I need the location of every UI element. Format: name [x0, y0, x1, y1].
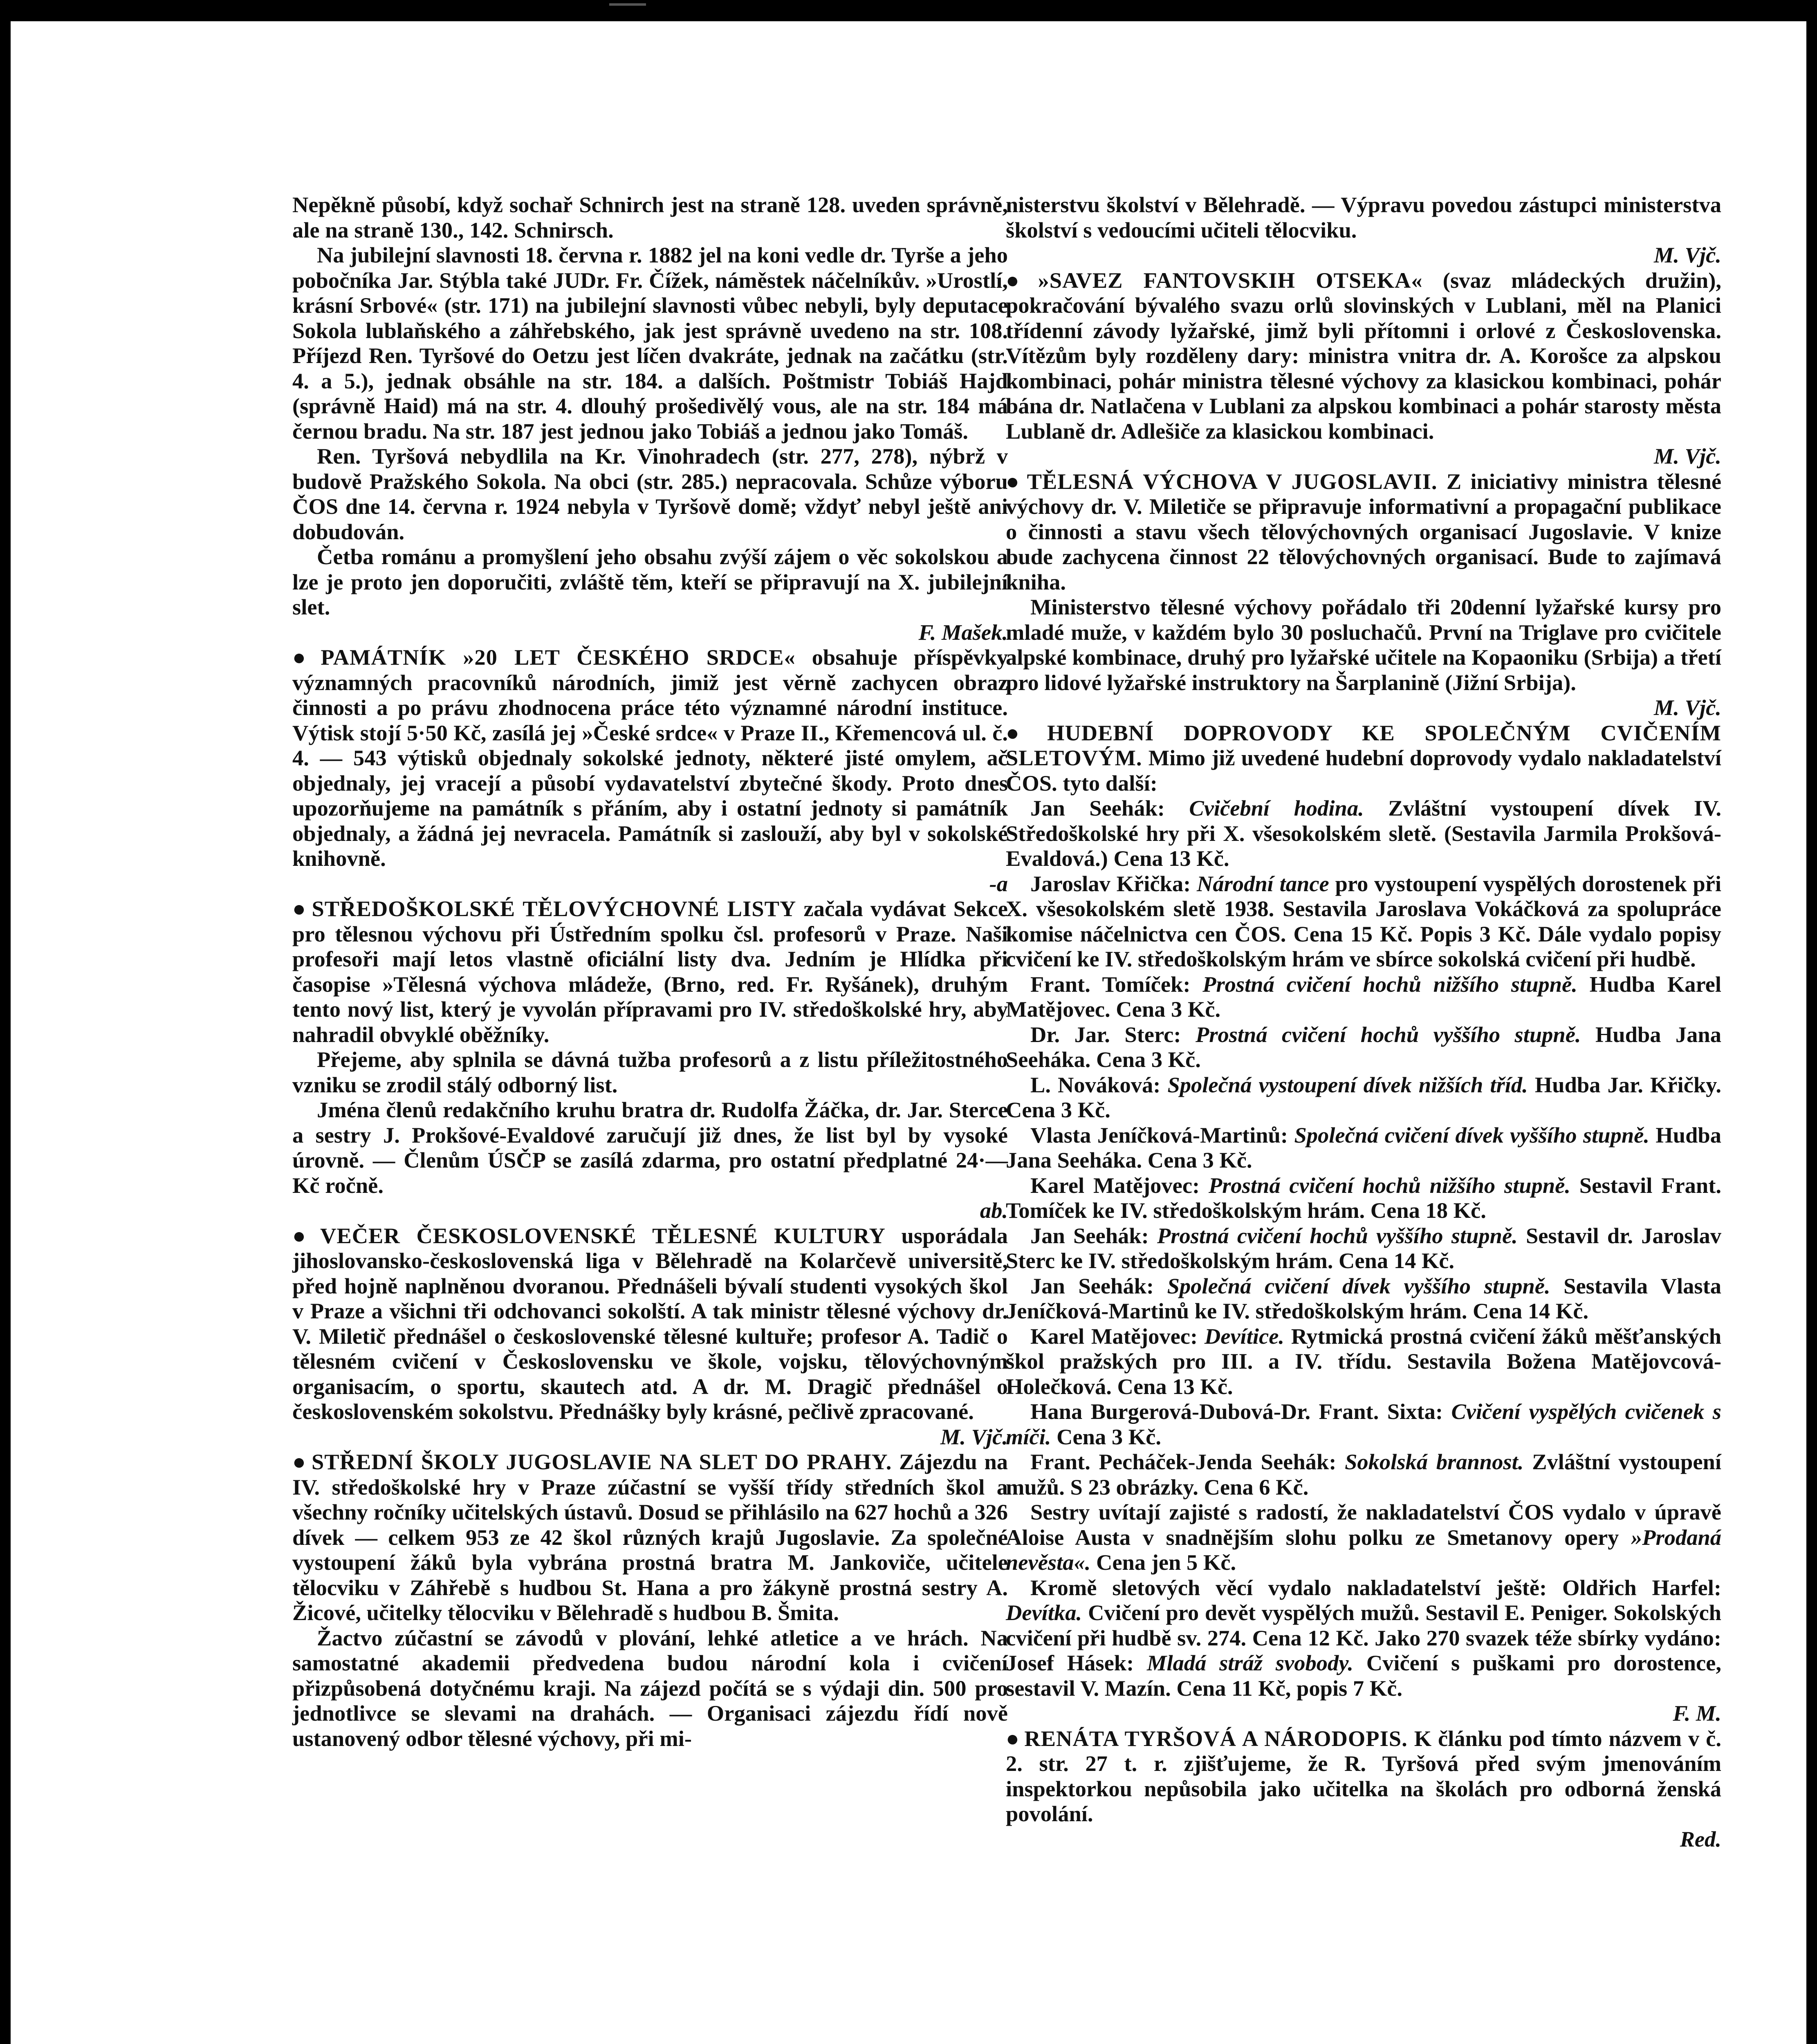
bullet-icon: ●	[292, 645, 317, 670]
list-item: Frant. Tomíček: Prostná cvičení hochů nižšího stupně. Hudba Karel Matějovec. Cena 3 Kč.	[1006, 971, 1721, 1022]
article-text: obsahuje příspěvky významných pracovníků národních, jimiž jest věrně zachycen obraz činnosti a po právu zhodnocena práce této významné národní instituce. Výtisk stojí 5·50 Kč, zasílá jej »České srdce« v Praze II., Křemencová ul. č. 4. — 543 výtisků objednaly sokolské jednoty, některé jisté omylem, ač objednaly, jej vracejí a působí vydavatelství zbytečné škody. Proto dnes upozorňujeme na památník s přáním, aby i ostatní jednoty si památník objednaly, a žádná jej nevracela. Památník si zaslouží, aby byl v sokolské knihovně.	[292, 645, 1008, 871]
bullet-icon: ●	[292, 1449, 307, 1474]
list-item: Jan Seehák: Společná cvičení dívek vyššího stupně. Sestavila Vlasta Jeníčková-Martinů ke IV. středoškolským hrám. Cena 14 Kč.	[1006, 1273, 1721, 1323]
paragraph: Kromě sletových věcí vydalo nakladatelství ještě: Oldřich Harfel: Devítka. Cvičení pro devět vyspělých mužů. Sestavil E. Peniger. Sokolských cvičení při hudbě sv. 274. Cena 12 Kč. Jako 270 svazek téže sbírky vydáno: Josef Hásek: Mladá stráž svobody. Cvičení s puškami pro dorostence, sestavil V. Mazín. Cena 11 Kč, popis 7 Kč.	[1006, 1575, 1721, 1701]
article-renata	[1006, 1726, 1721, 1827]
paragraph: nisterstvu školství v Bělehradě. — Výpravu povedou zástupci ministerstva školství s vedoucími učiteli tělocviku.	[1006, 192, 1721, 242]
article-heading: PAMÁTNÍK »20 LET ČESKÉHO SRDCE«	[321, 645, 796, 670]
signature: F. Mašek.	[918, 619, 1008, 645]
article-heading: STŘEDNÍ ŠKOLY JUGOSLAVIE NA SLET DO PRAHY.	[311, 1449, 892, 1474]
article-text: usporádala jihoslovansko-československá liga v Bělehradě na Kolarčevě universitě, před hojně naplněnou dvoranou. Přednášeli bývalí studenti vysokých škol v Praze a všichni tři odchovanci sokolští. A tak ministr tělesné výchovy dr. V. Miletič přednášel o československé tělesné kultuře; profesor A. Tadič o tělesném cvičení v Československu ve škole, vojsku, tělovýchovným organisacím, o sportu, skautech atd. A dr. M. Dragič přednášel o československém sokolstvu. Přednášky byly krásné, pečlivě zpracované.	[292, 1223, 1008, 1424]
list-item: L. Nováková: Společná vystoupení dívek nižších tříd. Hudba Jar. Křičky. Cena 3 Kč.	[1006, 1072, 1722, 1122]
article-jugoslavie	[1006, 469, 1721, 595]
signature: -a	[989, 871, 1008, 896]
title-italic: Národní tance	[1197, 871, 1329, 896]
article-heading: TĚLESNÁ VÝCHOVA V JUGOSLAVII.	[1027, 468, 1438, 494]
article-pamatnik	[292, 645, 1008, 871]
paragraph: Četba románu a promyšlení jeho obsahu zvýší zájem o věc sokolskou a lze je proto jen doporučiti, zvláště těm, kteří se připravují na X. jubilejní slet.	[292, 544, 1008, 619]
bullet-icon: ●	[1006, 720, 1043, 745]
signature: F. M.	[1673, 1701, 1721, 1726]
title-italic: Prostná cvičení hochů nižšího stupně.	[1208, 1172, 1570, 1198]
article-text: K článku pod tímto názvem v č. 2. str. 27 t. r. zjišťujeme, že R. Tyršová před svým jmenováním inspektorkou nepůsobila jako učitelka na školách pro odborná ženská povolání.	[1006, 1726, 1721, 1826]
signature: M. Vjč.	[1653, 444, 1721, 468]
article-heading: STŘEDOŠKOLSKÉ TĚLOVÝCHOVNÉ LISTY	[312, 896, 796, 921]
bullet-icon: ●	[1006, 468, 1023, 494]
signature: M. Vjč.	[1653, 695, 1721, 720]
list-item: Karel Matějovec: Devítice. Rytmická prostná cvičení žáků měšťanských škol pražských pro III. a IV. třídu. Sestavila Božena Matějovcová-Holečková. Cena 13 Kč.	[1006, 1323, 1722, 1399]
list-item: Karel Matějovec: Prostná cvičení hochů nižšího stupně. Sestavil Frant. Tomíček ke IV. středoškolským hrám. Cena 18 Kč.	[1006, 1172, 1721, 1223]
article-listy	[292, 896, 1008, 1047]
article-heading: »SAVEZ FANTOVSKIH OTSEKA«	[1038, 267, 1423, 293]
title-italic: Cvičení vyspělých cvičenek s míči.	[1006, 1399, 1721, 1449]
signature: M. Vjč.	[1653, 242, 1721, 267]
bullet-icon: ●	[292, 896, 308, 921]
title-italic: Sokolská brannost.	[1345, 1449, 1524, 1474]
paragraph: Na jubilejní slavnosti 18. června r. 1882 jel na koni vedle dr. Tyrše a jeho pobočníka Jar. Stýbla také JUDr. Fr. Čížek, náměstek náčelníkův. »Urostlí, krásní Srbové« (str. 171) na jubilejní slavnosti vůbec nebyli, byly deputace Sokola lublaňského a záhřebského, jak jest správně uvedeno na str. 108. Příjezd Ren. Tyršové do Oetzu jest líčen dvakráte, jednak na začátku (str. 4. a 5.), jednak obsáhle na str. 184. a dalších. Poštmistr Tobiáš Hajd (správně Haid) má na str. 4. dlouhý prošedivělý vous, ale na str. 184 má černou bradu. Na str. 187 jest jednou jako Tobiáš a jednou jako Tomáš.	[292, 242, 1008, 444]
article-heading: HUDEBNÍ DOPROVODY KE SPOLEČNÝM CVIČENÍM SLETOVÝM.	[1006, 720, 1721, 770]
title-italic: Cvičební hodina.	[1189, 796, 1364, 820]
scan-border-left	[0, 0, 11, 2044]
article-text: Mimo již uvedené hudební doprovody vydalo nakladatelství ČOS. tyto další:	[1006, 745, 1721, 796]
signature: Red.	[1680, 1826, 1721, 1851]
paragraph: Ren. Tyršová nebydlila na Kr. Vinohradech (str. 277, 278), nýbrž v budově Pražského Sokola. Na obci (str. 285.) nepracovala. Schůze výboru ČOS dne 14. června r. 1924 nebyla v Tyršově domě; vždyť nebyl ještě ani dobudován.	[292, 444, 1008, 544]
title-italic: Společná cvičení dívek vyššího stupně.	[1294, 1122, 1649, 1148]
article-text: začala vydávat Sekce pro tělesnou výchovu při Ústředním spolku čsl. profesorů v Praze. Naši profesoři mají letos vlastně oficiální listy dva. Jedním je Hlídka při časopise »Tělesná výchova mládeže, (Brno, red. Fr. Ryšánek), druhým tento nový list, který je vyvolán přípravami pro IV. středoškolské hry, aby nahradil obvyklé oběžníky.	[292, 896, 1008, 1047]
article-text: Zájezdu na IV. středoškolské hry v Praze zúčastní se vyšší třídy středních škol a všechny ročníky učitelských ústavů. Dosud se přihlásilo na 627 hochů a 326 dívek — celkem 953 ze 42 škol různých krajů Jugoslavie. Za společné vystoupení žáků byla vybrána prostná bratra M. Jankoviče, učitele tělocviku v Záhřebě s hudbou St. Hana a pro žákyně prostná sestry A. Žicové, učitelky tělocviku v Bělehradě s hudbou B. Šmita.	[292, 1449, 1008, 1625]
list-item: Vlasta Jeníčková-Martinů: Společná cvičení dívek vyššího stupně. Hudba Jana Seeháka. Cena 3 Kč.	[1006, 1122, 1721, 1172]
bullet-icon: ●	[1006, 267, 1034, 293]
signature: ab.	[980, 1198, 1008, 1223]
paragraph: Žactvo zúčastní se závodů v plování, lehké atletice a ve hrách. Na samostatné akademii předvedena budou národní kola i cvičení přizpůsobená dotyčnému kraji. Na zájezd počítá se s výdaji din. 500 pro jednotlivce se slevami na drahách. — Organisaci zájezdu řídí nově ustanovený odbor tělesné výchovy, při mi-	[292, 1625, 1008, 1751]
bullet-icon: ●	[1006, 1726, 1021, 1751]
article-vecer	[292, 1223, 1008, 1424]
paragraph: Sestry uvítají zajisté s radostí, že nakladatelství ČOS vydalo v úpravě Aloise Austa v snadnějším slohu polku ze Smetanovy opery »Prodaná nevěsta«. Cena jen 5 Kč.	[1006, 1499, 1721, 1575]
title-italic: Devítice.	[1204, 1323, 1285, 1349]
paragraph: Přejeme, aby splnila se dávná tužba profesorů a z listu příležitostného vzniku se zrodil stálý odborný list.	[292, 1047, 1008, 1097]
article-skoly	[292, 1449, 1008, 1625]
title-italic: »Prodaná nevěsta«.	[1006, 1524, 1721, 1575]
article-savez	[1006, 268, 1721, 444]
title-italic: Prostná cvičení hochů vyššího stupně.	[1157, 1223, 1518, 1248]
article-heading: VEČER ČESKOSLOVENSKÉ TĚLESNÉ KULTURY	[320, 1223, 886, 1248]
title-italic: Společná cvičení dívek vyššího stupně.	[1167, 1273, 1550, 1298]
right-column	[1006, 192, 1721, 1851]
paragraph: Nepěkně působí, když sochař Schnirch jest na straně 128. uveden správně, ale na straně 130., 142. Schnirsch.	[292, 192, 1008, 242]
list-item: Hana Burgerová-Dubová-Dr. Frant. Sixta: Cvičení vyspělých cvičenek s míči. Cena 3 Kč.	[1006, 1399, 1721, 1449]
list-item: Jaroslav Křička: Národní tance pro vystoupení vyspělých dorostenek při X. všesokolském sletě 1938. Sestavila Jaroslava Vokáčková za spolupráce komise náčelnictva cen ČOS. Cena 15 Kč. Popis 3 Kč. Dále vydalo popisy cvičení ke IV. středoškolským hrám ve sbírce sokolská cvičení při hudbě.	[1006, 871, 1721, 971]
list-item: Jan Seehák: Cvičební hodina. Zvláštní vystoupení dívek IV. Středoškolské hry při X. všesokolském sletě. (Sestavila Jarmila Prokšová-Evaldová.) Cena 13 Kč.	[1006, 796, 1722, 871]
scan-border-right	[1806, 0, 1817, 2044]
title-italic: Prostná cvičení hochů vyššího stupně.	[1195, 1022, 1581, 1047]
list-item: Frant. Pecháček-Jenda Seehák: Sokolská brannost. Zvláštní vystoupení mužů. S 23 obrázky. Cena 6 Kč.	[1006, 1449, 1721, 1499]
signature: M. Vjč.	[940, 1424, 1008, 1449]
left-column	[292, 192, 1008, 1751]
title-italic: Devítka.	[1006, 1600, 1082, 1625]
scan-border-top	[0, 0, 1817, 21]
article-heading: RENÁTA TYRŠOVÁ A NÁRODOPIS.	[1024, 1726, 1408, 1751]
list-item: Dr. Jar. Sterc: Prostná cvičení hochů vyššího stupně. Hudba Jana Seeháka. Cena 3 Kč.	[1006, 1022, 1721, 1072]
list-item: Jan Seehák: Prostná cvičení hochů vyššího stupně. Sestavil dr. Jaroslav Sterc ke IV. středoškolským hrám. Cena 14 Kč.	[1006, 1223, 1721, 1273]
bullet-icon: ●	[292, 1223, 316, 1248]
paragraph: Jména členů redakčního kruhu bratra dr. Rudolfa Žáčka, dr. Jar. Sterce a sestry J. Prokšové-Evaldové zaručují již dnes, že list byl by vysoké úrovně. — Členům ÚSČP se zasílá zdarma, pro ostatní předplatné 24·— Kč ročně.	[292, 1097, 1008, 1198]
scan-mark	[609, 3, 646, 30]
paragraph: Ministerstvo tělesné výchovy pořádalo tři 20denní lyžařské kursy pro mladé muže, v každém bylo 30 posluchačů. První na Triglave pro cvičitele alpské kombinace, druhý pro lyžařské učitele na Kopaoniku (Srbija) a třetí pro lidové lyžařské instruktory na Šarplanině (Jižní Srbija).	[1006, 594, 1721, 695]
title-italic: Prostná cvičení hochů nižšího stupně.	[1202, 971, 1577, 997]
title-italic: Mladá stráž svobody.	[1147, 1650, 1354, 1675]
article-text: (svaz mládeckých družin), pokračování bývalého svazu orlů slovinských v Lublani, měl na Planici třídenní závody lyžařské, jimž byli přítomni i orlové z Československa. Vítězům byly rozděleny dary: ministra vnitra dr. A. Korošce za alpskou kombinaci, pohár ministra tělesné výchovy za klasickou kombinaci, pohár bána dr. Natlačena v Lublani za alpskou kombinaci a pohár starosty města Lublaně dr. Adlešiče za klasickou kombinaci.	[1006, 267, 1721, 444]
title-italic: Společná vystoupení dívek nižších tříd.	[1167, 1072, 1528, 1097]
article-text: Z iniciativy ministra tělesné výchovy dr. V. Miletiče se připravuje informativní a propagační publikace o činnosti a stavu všech tělovýchovných organisací Jugoslavie. V knize bude zachycena činnost 22 tělovýchovných organisací. Bude to zajímavá kniha.	[1006, 468, 1722, 594]
article-hudebni	[1006, 720, 1721, 796]
